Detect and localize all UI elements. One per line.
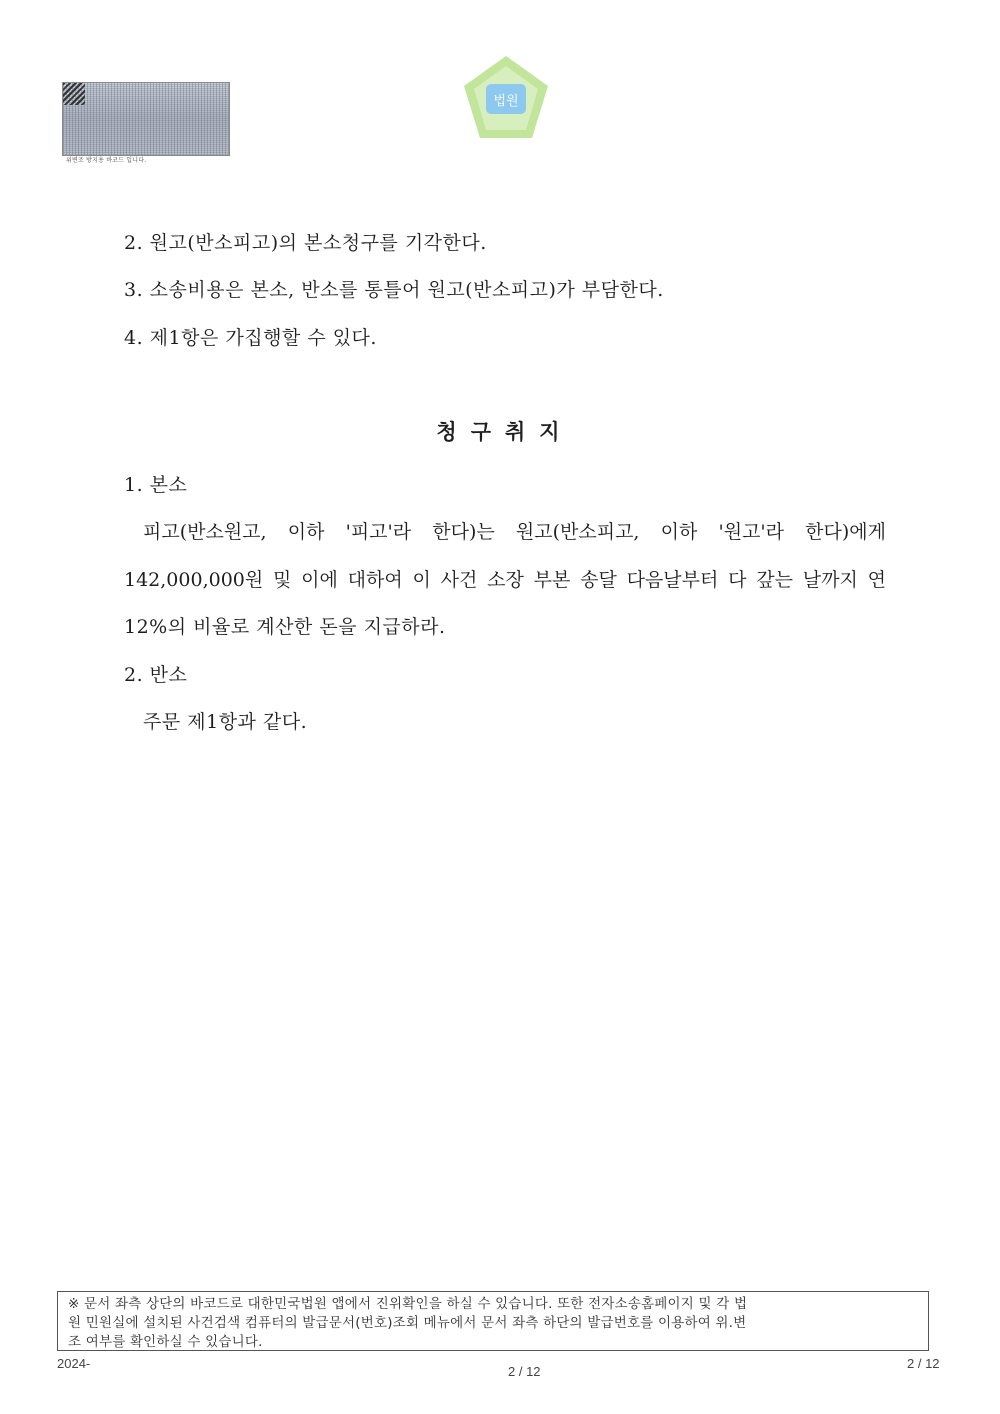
section1-line-3: 12%의 비율로 계산한 돈을 지급하라.	[124, 616, 446, 638]
order-item-3: 3. 소송비용은 본소, 반소를 통틀어 원고(반소피고)가 부담한다.	[124, 279, 664, 301]
claims-heading: 청구취지	[436, 420, 574, 444]
section1-line-1: 피고(반소원고, 이하 '피고'라 한다)는 원고(반소피고, 이하 '원고'라 한다)에게	[143, 521, 886, 543]
anti-forgery-barcode	[62, 82, 230, 156]
verification-notice	[57, 1291, 929, 1351]
section1-line-2: 142,000,000원 및 이에 대하여 이 사건 소장 부본 송달 다음날부터 다 갚는 날까지 연	[124, 569, 886, 591]
court-seal-logo	[460, 52, 552, 144]
seal-text: 법원	[493, 94, 519, 109]
notice-line-3: 조 여부를 확인하실 수 있습니다.	[68, 1334, 263, 1350]
notice-line-1: ※ 문서 좌측 상단의 바코드로 대한민국법원 앱에서 진위확인을 하실 수 있습니다. 또한 전자소송홈페이지 및 각 법	[68, 1296, 748, 1312]
issue-number-prefix: 2024-	[57, 1356, 91, 1371]
barcode-corner-mark	[63, 83, 85, 105]
barcode-caption: 위변조 방지용 바코드 입니다.	[66, 157, 147, 164]
section1-title: 1. 본소	[124, 474, 188, 496]
page-number-center: 2 / 12	[508, 1364, 541, 1379]
notice-line-2: 원 민원실에 설치된 사건검색 컴퓨터의 발급문서(번호)조회 메뉴에서 문서 좌측 하단의 발급번호를 이용하여 위.변	[68, 1315, 747, 1331]
section2-title: 2. 반소	[124, 664, 188, 686]
section2-text: 주문 제1항과 같다.	[143, 711, 308, 733]
order-item-4: 4. 제1항은 가집행할 수 있다.	[124, 327, 377, 349]
page-number-right: 2 / 12	[907, 1356, 940, 1371]
order-item-2: 2. 원고(반소피고)의 본소청구를 기각한다.	[124, 232, 487, 254]
